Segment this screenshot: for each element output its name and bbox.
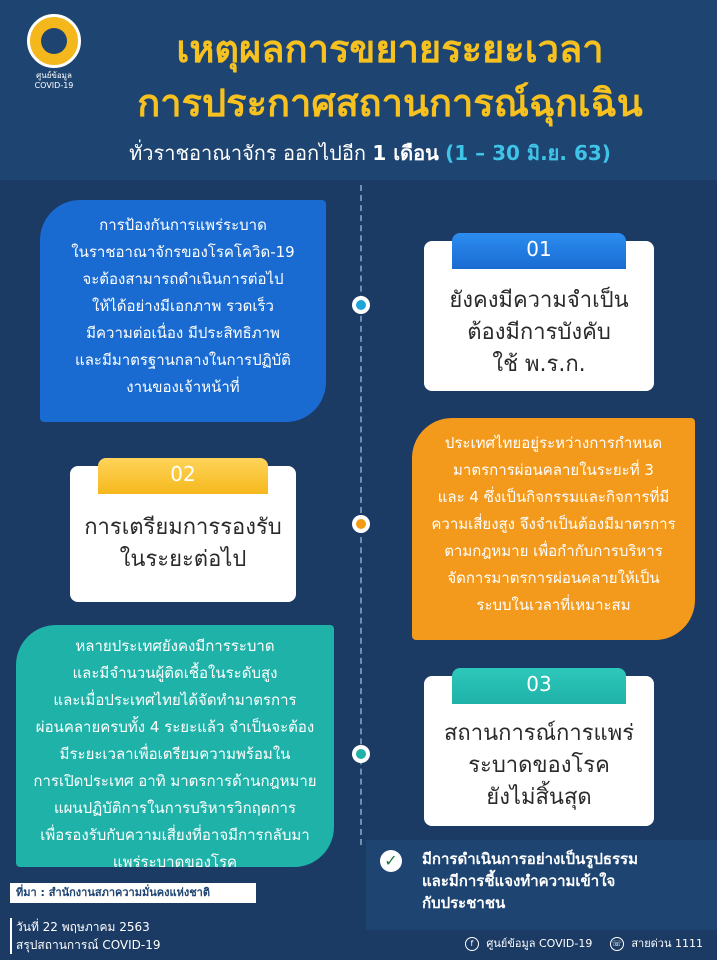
card-line: การเตรียมการรองรับ <box>84 515 282 540</box>
detail-line: ให้ได้อย่างมีเอกภาพ รวดเร็ว <box>92 297 274 315</box>
detail-line: และ 4 ซึ่งเป็นกิจกรรมและกิจการที่มี <box>437 488 670 506</box>
source-label: ที่มา : สำนักงานสภาความมั่นคงแห่งชาติ <box>10 883 256 903</box>
detail-line: มีความต่อเนื่อง มีประสิทธิภาพ <box>86 324 280 342</box>
timeline-dot-2 <box>352 515 370 533</box>
detail-line: การป้องกันการแพร่ระบาด <box>99 216 267 234</box>
detail-line: และมีมาตรฐานกลางในการปฏิบัติ <box>75 351 291 369</box>
title-line2: การประกาศสถานการณ์ฉุกเฉิน <box>137 81 643 125</box>
detail-line: จัดการมาตรการผ่อนคลายให้เป็น <box>447 569 660 587</box>
summary-text: สรุปสถานการณ์ COVID-19 <box>16 938 161 952</box>
phone-icon: ☏ <box>610 937 624 951</box>
facebook-icon: f <box>465 937 479 951</box>
reason-2-detail <box>412 418 695 640</box>
detail-line: และมีจำนวนผู้ติดเชื้อในระดับสูง <box>72 664 278 682</box>
subtitle-duration: 1 เดือน <box>372 141 439 165</box>
card-line: ระบาดของโรค <box>468 753 610 778</box>
card-line: ต้องมีการบังคับ <box>467 320 611 345</box>
detail-line: แพร่ระบาดของโรค <box>112 853 238 871</box>
reason-3-text <box>424 718 654 814</box>
reason-3-card <box>424 672 654 826</box>
card-line: ใช้ พ.ร.ก. <box>492 352 586 377</box>
detail-line: และเมื่อประเทศไทยได้จัดทำมาตรการ <box>53 691 297 709</box>
timeline-dot-3 <box>352 745 370 763</box>
card-line: สถานการณ์การแพร่ <box>443 721 635 746</box>
subtitle-prefix: ทั่วราชอาณาจักร ออกไปอีก <box>129 141 373 165</box>
detail-line: จะต้องสามารถดำเนินการต่อไป <box>82 270 284 288</box>
reason-1-card <box>424 237 654 391</box>
summary-note <box>366 840 717 930</box>
subtitle-dates: (1 – 30 มิ.ย. 63) <box>445 141 611 165</box>
card-line: ยังคงมีความจำเป็น <box>449 288 629 313</box>
timeline-dot-1 <box>352 296 370 314</box>
reason-3-number: 03 <box>452 668 626 704</box>
title-line1: เหตุผลการขยายระยะเวลา <box>176 27 604 71</box>
logo-text-line2: COVID-19 <box>34 81 74 90</box>
reason-2-text <box>70 512 296 576</box>
detail-line: งานของเจ้าหน้าที่ <box>126 378 240 396</box>
facebook-label: ศูนย์ข้อมูล COVID-19 <box>486 937 593 950</box>
reason-1-text <box>424 285 654 381</box>
date-text: วันที่ 22 พฤษภาคม 2563 <box>16 920 150 934</box>
footer-contacts <box>461 936 703 952</box>
detail-line: การเปิดประเทศ อาทิ มาตรการด้านกฎหมาย <box>33 772 317 790</box>
hotline-label: สายด่วน 1111 <box>631 937 703 950</box>
detail-line: ผ่อนคลายครบทั้ง 4 ระยะแล้ว จำเป็นจะต้อง <box>35 718 315 736</box>
note-line: และมีการชี้แจงทำความเข้าใจ <box>422 872 616 890</box>
detail-line: ความเสี่ยงสูง จึงจำเป็นต้องมีมาตรการ <box>431 515 676 533</box>
reason-2-number: 02 <box>98 458 268 494</box>
detail-line: มาตรการผ่อนคลายในระยะที่ 3 <box>453 461 654 479</box>
reason-2-card <box>70 462 296 602</box>
detail-line: หลายประเทศยังคงมีการระบาด <box>75 637 275 655</box>
date-block <box>10 918 161 954</box>
reason-3-detail <box>16 625 334 871</box>
detail-line: ระบบในเวลาที่เหมาะสม <box>476 596 631 614</box>
logo-text-line1: ศูนย์ข้อมูล <box>36 71 72 80</box>
reason-1-number: 01 <box>452 233 626 269</box>
detail-line: มีระยะเวลาเพื่อเตรียมความพร้อมใน <box>59 745 291 763</box>
detail-line: แผนปฏิบัติการในการบริหารวิกฤตการ <box>53 799 297 817</box>
emblem-icon <box>27 14 81 68</box>
detail-line: ประเทศไทยอยู่ระหว่างการกำหนด <box>444 434 663 452</box>
subtitle <box>40 138 700 168</box>
note-line: กับประชาชน <box>422 894 506 912</box>
detail-line: ตามกฎหมาย เพื่อกำกับการบริหาร <box>444 542 663 560</box>
detail-line: ในราชอาณาจักรของโรคโควิด-19 <box>71 243 295 261</box>
logo-text <box>20 71 88 91</box>
header <box>0 0 717 180</box>
logo <box>20 14 88 91</box>
note-line: มีการดำเนินการอย่างเป็นรูปธรรม <box>422 850 638 868</box>
detail-line: เพื่อรองรับกับความเสี่ยงที่อาจมีการกลับมา <box>40 826 310 844</box>
card-line: ยังไม่สิ้นสุด <box>486 785 592 810</box>
reason-1-detail <box>40 200 326 422</box>
card-line: ในระยะต่อไป <box>119 547 247 572</box>
check-icon: ✓ <box>380 850 402 872</box>
